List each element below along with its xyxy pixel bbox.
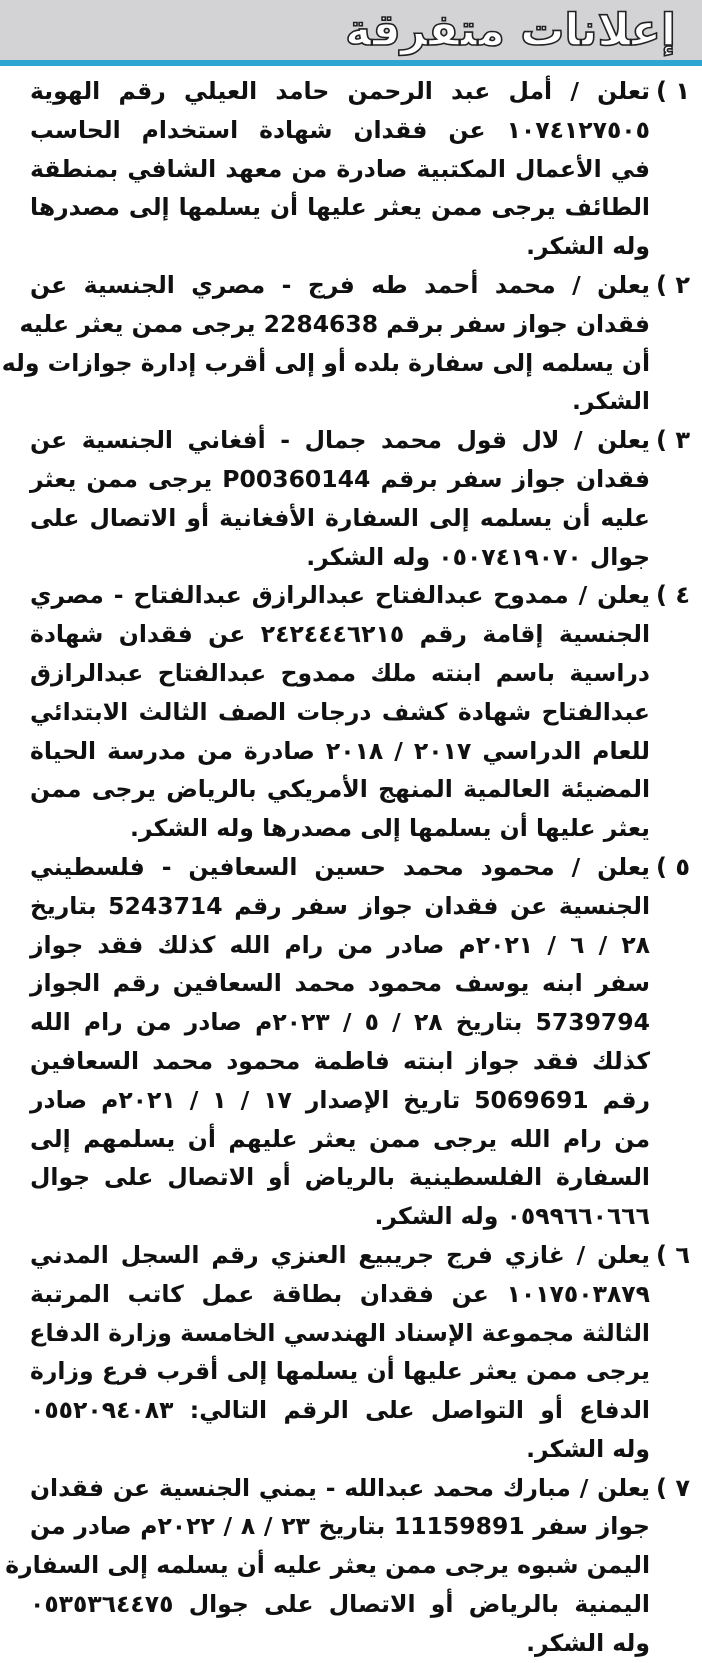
ad-text-line: جوال ٠٥٠٧٤١٩٠٧٠ وله الشكر. [306, 542, 650, 571]
ad-text-line: اليمن شبوه يرجى ممن يعثر عليه أن يسلمه إلى السفارة [5, 1551, 650, 1580]
ad-text-line: كذلك فقد جواز ابنته فاطمة محمود محمد السعافين [30, 1046, 650, 1075]
ad-text-line: الجنسية عن فقدان جواز سفر رقم 5243714 بتاريخ [30, 891, 651, 920]
ad-text-line: وله الشكر. [526, 232, 650, 261]
classified-ad [30, 576, 690, 848]
ad-text-line: الشكر. [571, 387, 650, 416]
ad-number: ٣ ) [656, 426, 690, 455]
ad-text-line: سفر ابنه يوسف محمود محمد السعافين رقم الجواز [30, 969, 650, 998]
ad-text-line: يعثر عليها أن يسلمها إلى مصدرها وله الشكر. [130, 814, 650, 843]
ad-text-line: ٠٥٩٩٦٦٠٦٦٦ وله الشكر. [374, 1202, 650, 1231]
section-header [0, 0, 702, 66]
ad-text-line: رقم 5069691 تاريخ الإصدار ١٧ / ١ / ٢٠٢١م صادر [30, 1085, 651, 1114]
ad-text-line: وله الشكر. [526, 1434, 650, 1463]
ad-number: ٤ ) [656, 581, 690, 610]
ad-text-line: الدفاع أو التواصل على الرقم التالي: ٠٥٥٢٠٩٤٠٨٣ [30, 1396, 650, 1425]
ad-text-line: ٢٨ / ٦ / ٢٠٢١م صادر من رام الله كذلك فقد جواز [30, 930, 650, 959]
ad-number: ٦ ) [656, 1240, 690, 1269]
classified-ad [1, 266, 690, 421]
classified-ad [30, 1236, 690, 1469]
ad-text-line: يعلن / محمد أحمد طه فرج - مصري الجنسية عن [30, 270, 650, 299]
ad-text-line: تعلن / أمل عبد الرحمن حامد العيلي رقم الهوية [30, 77, 650, 105]
ad-text-line: فقدان جواز سفر برقم P00360144 يرجى ممن يعثر [30, 464, 650, 493]
classified-ad [30, 421, 690, 576]
ad-text-line: الثالثة مجموعة الإسناد الهندسي الخامسة وزارة الدفاع [29, 1318, 650, 1347]
ad-number: ٥ ) [656, 852, 690, 881]
ad-text-line: يعلن / ممدوح عبدالفتاح عبدالرازق عبدالفتاح - مصري [30, 581, 650, 610]
classified-ad [30, 72, 690, 266]
ad-text-line: ١٠٧٤١٢٧٥٠٥ عن فقدان شهادة استخدام الحاسب [30, 115, 650, 144]
ad-text-line: عبدالفتاح شهادة كشف درجات الصف الثالث الابتدائي [30, 697, 650, 726]
ad-text-line: الجنسية إقامة رقم ٢٤٢٤٤٤٦٢١٥ عن فقدان شهادة [30, 620, 650, 649]
ad-text-line: عليه أن يسلمه إلى السفارة الأفغانية أو الاتصال على [30, 503, 650, 532]
ad-text-line: دراسية باسم ابنته ملك ممدوح عبدالفتاح عبدالرازق [30, 658, 650, 687]
section-title: إعلانات متفرقة [345, 5, 676, 56]
ad-text-line: يرجى ممن يعثر عليها أن يسلمها إلى أقرب فرع وزارة [30, 1357, 650, 1386]
ad-text-line: يعلن / غازي فرج جريبيع العنزي رقم السجل المدني [30, 1240, 650, 1269]
ad-number: ١ ) [656, 77, 690, 105]
ad-text-line: للعام الدراسي ٢٠١٧ / ٢٠١٨ صادرة من مدرسة الحياة [30, 736, 650, 765]
ad-text-line: من رام الله يرجى ممن يعثر عليهم أن يسلمهم إلى [30, 1124, 650, 1153]
classified-ad [30, 848, 690, 1236]
classified-ad [5, 1469, 690, 1663]
ad-text-line: في الأعمال المكتبية صادرة من معهد الشافي بمنطقة [30, 154, 650, 183]
ad-text-line: وله الشكر. [526, 1628, 650, 1657]
ad-text-line: الطائف يرجى ممن يعثر عليها أن يسلمها إلى مصدرها [30, 193, 650, 222]
ad-text-line: جواز سفر 11159891 بتاريخ ٢٣ / ٨ / ٢٠٢٢م صادر من [30, 1512, 650, 1541]
ad-text-line: السفارة الفلسطينية بالرياض أو الاتصال على جوال [30, 1163, 650, 1192]
classified-ads-list [0, 66, 702, 1663]
ad-number: ٢ ) [656, 270, 690, 299]
ad-text-line: يعلن / محمود محمد حسين السعافين - فلسطيني [30, 852, 650, 881]
ad-number: ٧ ) [656, 1473, 690, 1502]
ad-text-line: يعلن / لال قول محمد جمال - أفغاني الجنسية عن [30, 426, 650, 455]
ad-text-line: اليمنية بالرياض أو الاتصال على جوال ٠٥٣٥٣٦٤٤٧٥ [30, 1590, 650, 1619]
ad-text-line: يعلن / مبارك محمد عبدالله - يمني الجنسية عن فقدان [30, 1473, 650, 1502]
ad-text-line: المضيئة العالمية المنهج الأمريكي بالرياض يرجى ممن [30, 775, 650, 804]
ad-text-line: فقدان جواز سفر برقم 2284638 يرجى ممن يعثر عليه [19, 309, 650, 338]
ad-text-line: أن يسلمه إلى سفارة بلده أو إلى أقرب إدارة جوازات وله [1, 348, 650, 377]
ad-text-line: 5739794 بتاريخ ٢٨ / ٥ / ٢٠٢٣م صادر من رام الله [30, 1008, 650, 1037]
ad-text-line: ١٠١٧٥٠٣٨٧٩ عن فقدان بطاقة عمل كاتب المرتبة [30, 1279, 650, 1308]
